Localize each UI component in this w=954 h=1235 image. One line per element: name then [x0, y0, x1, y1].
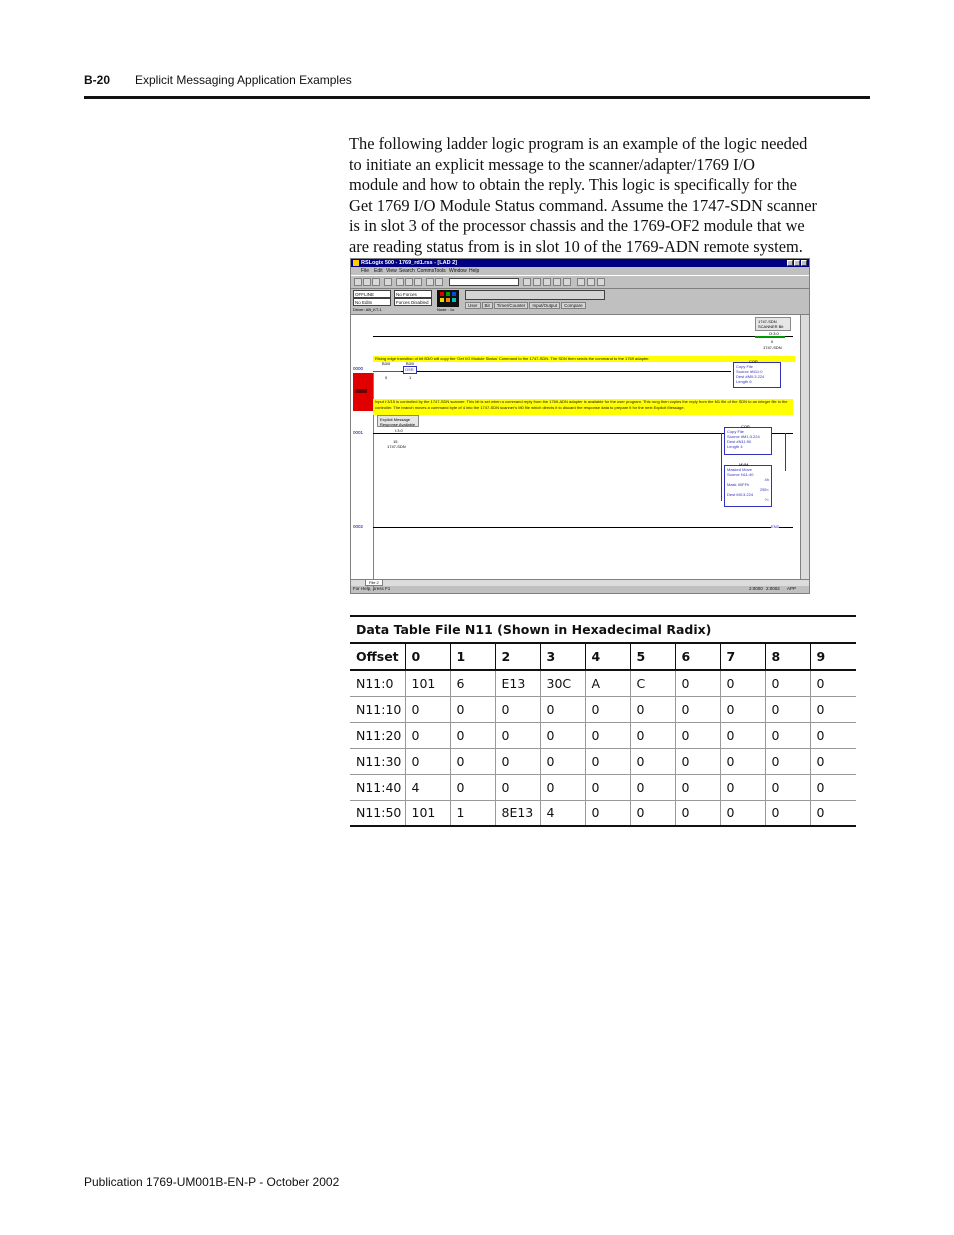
cell-value: 0	[630, 774, 675, 800]
status-app: APP	[787, 586, 797, 591]
redo-icon[interactable]	[435, 278, 443, 286]
rslogix-screenshot	[350, 258, 810, 594]
tab-user[interactable]: User	[465, 302, 481, 309]
table-row	[350, 748, 856, 774]
paragraph-line: are reading status from is in slot 10 of the 1769-ADN remote system.	[349, 236, 803, 256]
column-header: 1	[450, 643, 495, 670]
cell-value: 0	[765, 670, 810, 696]
open-icon[interactable]	[363, 278, 371, 286]
menu-bar	[351, 267, 809, 275]
cell-value: 0	[765, 748, 810, 774]
cell-value: 0	[495, 748, 540, 774]
rung-3-wire	[373, 527, 793, 528]
cut-icon[interactable]	[396, 278, 404, 286]
cell-value: 0	[585, 722, 630, 748]
cell-value: 0	[630, 748, 675, 774]
section-title: Explicit Messaging Application Examples	[135, 73, 352, 87]
cell-value: 0	[585, 774, 630, 800]
node-label: Node : 1o	[437, 307, 455, 312]
rung-0-output	[755, 336, 785, 338]
verify-project-icon[interactable]	[543, 278, 551, 286]
branch-right	[785, 433, 786, 471]
cell-value: 0	[405, 748, 450, 774]
zoom-icon[interactable]	[553, 278, 561, 286]
file-tab[interactable]: File 2	[365, 579, 383, 586]
paragraph-line: The following ladder logic program is an example of the logic needed	[349, 134, 808, 153]
column-header: 6	[675, 643, 720, 670]
search-combo[interactable]	[449, 278, 519, 286]
online-status-panel	[351, 288, 809, 315]
verify-file-icon[interactable]	[533, 278, 541, 286]
mvm-title: MVM	[739, 462, 749, 467]
cell-value: 0	[585, 696, 630, 722]
status-addr-2: 2:0002	[766, 586, 780, 591]
cell-value: 0	[810, 670, 856, 696]
cell-value: 30C	[540, 670, 585, 696]
cell-value: 0	[630, 722, 675, 748]
cell-value: 0	[675, 696, 720, 722]
cell-value: 0	[630, 696, 675, 722]
cell-value: 0	[675, 670, 720, 696]
cop-title: COP	[749, 359, 758, 364]
cop-instruction[interactable]: Copy File Source #N11:0 Dest #M0:3.224 Length 6	[733, 362, 781, 388]
mode-box: OFFLINE	[353, 290, 391, 298]
cell-value: 0	[450, 696, 495, 722]
mvm-instruction[interactable]: Masked Move Source N11:40 4h Mask 00FFh 255< Dest M0:3.224 ?<	[724, 465, 772, 507]
rung-number: 0002	[353, 524, 364, 529]
table-row	[350, 696, 856, 722]
row-offset: N11:0	[350, 670, 405, 696]
tab-timer-counter[interactable]: Timer/Counter	[494, 302, 529, 309]
osr-box: OSR	[403, 366, 417, 374]
cell-value: 0	[720, 670, 765, 696]
app-icon	[353, 260, 359, 266]
forces-enabled-box: Forces Disabled	[394, 298, 432, 306]
cell-value: 0	[810, 748, 856, 774]
cell-value: 0	[765, 722, 810, 748]
cell-value: 0	[495, 722, 540, 748]
driver-label: Driver: AB_KT-1	[353, 307, 382, 312]
cell-value: 101	[405, 670, 450, 696]
menu-file[interactable]: File	[361, 268, 370, 274]
tab-compare[interactable]: Compare	[561, 302, 586, 309]
cell-value: 0	[405, 696, 450, 722]
cell-value: 0	[675, 748, 720, 774]
cell-value: 0	[810, 800, 856, 826]
paragraph-line: Get 1769 I/O Module Status command. Assume the 1747-SDN scanner	[349, 195, 817, 215]
cell-value: 8E13	[495, 800, 540, 826]
column-header: 2	[495, 643, 540, 670]
cell-value: 4	[540, 800, 585, 826]
osr-addr: B3/0	[406, 361, 415, 366]
menu-window[interactable]: Window	[449, 268, 467, 274]
cell-value: 0	[765, 800, 810, 826]
menu-tools[interactable]: Tools	[434, 268, 446, 274]
menu-edit[interactable]: Edit	[374, 268, 383, 274]
cell-value: 0	[540, 696, 585, 722]
save-icon[interactable]	[372, 278, 380, 286]
project-tree-marker	[353, 373, 373, 411]
rung-0-bit: 0	[771, 339, 774, 344]
about-icon[interactable]	[597, 278, 605, 286]
contact-addr: B3/0	[382, 361, 391, 366]
minimize-icon[interactable]	[787, 260, 793, 266]
cell-value: 0	[495, 696, 540, 722]
rung-1-wire	[401, 371, 731, 372]
cell-value: 101	[405, 800, 450, 826]
print-icon[interactable]	[384, 278, 392, 286]
vertical-scrollbar[interactable]	[800, 315, 809, 579]
cell-value: 4	[405, 774, 450, 800]
rung-0-label: 1747-SDN	[763, 345, 782, 350]
cell-value: C	[630, 670, 675, 696]
cell-value: 0	[450, 774, 495, 800]
status-help: For Help, press F1	[353, 586, 391, 591]
cell-value: 0	[810, 722, 856, 748]
cell-value: 0	[720, 696, 765, 722]
instruction-tabs	[465, 302, 587, 309]
tab-input-output[interactable]: Input/Output	[529, 302, 560, 309]
cell-value: A	[585, 670, 630, 696]
new-icon[interactable]	[354, 278, 362, 286]
cell-value: 0	[585, 748, 630, 774]
page-footer: Publication 1769-UM001B-EN-P - October 2002	[84, 1175, 340, 1189]
row-offset: N11:30	[350, 748, 405, 774]
cell-value: 0	[630, 800, 675, 826]
cell-value: 6	[450, 670, 495, 696]
xic-label: 1747-SDN	[387, 444, 406, 449]
column-header: Offset	[350, 643, 405, 670]
column-header: 0	[405, 643, 450, 670]
cell-value: 0	[495, 774, 540, 800]
verify-icon[interactable]	[523, 278, 531, 286]
context-help-icon[interactable]	[587, 278, 595, 286]
cop-title-2: COP	[741, 424, 750, 429]
help-icon[interactable]	[577, 278, 585, 286]
rung-1-comment: Rising edge transition of bit B3/0 will copy the 'Get I/O Module Status' Command to the 1747-SDN. The SDN then sends the command to the 1769 adapter.	[373, 356, 795, 362]
column-header: 8	[765, 643, 810, 670]
rung-0-addr: O:3.0	[769, 331, 779, 336]
table-body	[350, 670, 856, 826]
cell-value: 0	[450, 722, 495, 748]
column-header: 7	[720, 643, 765, 670]
table-row	[350, 774, 856, 800]
cell-value: 0	[720, 800, 765, 826]
cell-value: 0	[450, 748, 495, 774]
paragraph-line: is in slot 3 of the processor chassis and the 1769-OF2 module that we	[349, 216, 805, 235]
column-header: 5	[630, 643, 675, 670]
cell-value: 0	[675, 722, 720, 748]
window-titlebar	[351, 259, 809, 267]
window-icon[interactable]	[563, 278, 571, 286]
rung-number: 0000	[353, 366, 364, 371]
osr-bit: 1	[409, 375, 412, 380]
branch-left	[721, 433, 722, 501]
cell-value: 0	[720, 774, 765, 800]
cell-value: 1	[450, 800, 495, 826]
cell-value: 0	[720, 748, 765, 774]
instruction-palette-icon[interactable]	[437, 290, 459, 307]
paragraph-line: to initiate an explicit message to the scanner/adapter/1769 I/O	[349, 154, 755, 174]
toolbar	[351, 275, 809, 289]
close-icon[interactable]	[801, 260, 807, 266]
copy-icon[interactable]	[405, 278, 413, 286]
cell-value: E13	[495, 670, 540, 696]
contact-bit: 0	[385, 375, 388, 380]
status-bar	[351, 585, 809, 593]
cell-value: 0	[540, 774, 585, 800]
rung-0-wire	[373, 336, 793, 337]
row-offset: N11:50	[350, 800, 405, 826]
table-row	[350, 800, 856, 826]
menu-comms[interactable]: Comms	[417, 268, 435, 274]
n11-data-table	[350, 615, 856, 827]
undo-icon[interactable]	[426, 278, 434, 286]
xic-addr: I:3.0	[395, 428, 403, 433]
cell-value: 0	[765, 774, 810, 800]
cell-value: 0	[540, 748, 585, 774]
cell-value: 0	[810, 696, 856, 722]
cop-instruction-2[interactable]: Copy File Source #M1:3.224 Dest #N11:50 Length 4	[724, 427, 772, 455]
rung-number: 0001	[353, 430, 364, 435]
table-header-row	[350, 643, 856, 670]
table-row	[350, 670, 856, 696]
rung-1-wire	[373, 371, 401, 372]
paste-icon[interactable]	[414, 278, 422, 286]
status-addr-1: 2:0000	[749, 586, 763, 591]
ladder-editor[interactable]	[351, 315, 800, 579]
cell-value: 0	[675, 774, 720, 800]
forces-box: No Forces	[394, 290, 432, 298]
column-header: 4	[585, 643, 630, 670]
window-title: RSLogix 500 - 1769_rd1.rss - [LAD 2]	[361, 260, 457, 266]
row-offset: N11:20	[350, 722, 405, 748]
menu-help[interactable]: Help	[469, 268, 480, 274]
cell-value: 0	[675, 800, 720, 826]
header-rule	[84, 96, 870, 99]
edits-box: No Edits	[353, 298, 391, 306]
row-offset: N11:40	[350, 774, 405, 800]
row-offset: N11:10	[350, 696, 405, 722]
end-label: END	[771, 524, 780, 529]
rung-0-output-label: 1747-SDN SCANNER Bit	[755, 317, 791, 331]
cell-value: 0	[405, 722, 450, 748]
table-row	[350, 722, 856, 748]
cell-value: 0	[810, 774, 856, 800]
xic-bit: 15	[393, 439, 398, 444]
cell-value: 0	[765, 696, 810, 722]
column-header: 3	[540, 643, 585, 670]
cell-value: 0	[540, 722, 585, 748]
intro-paragraph	[349, 134, 869, 257]
paragraph-line: module and how to obtain the reply. This logic is specifically for the	[349, 175, 797, 194]
menu-view[interactable]: View	[386, 268, 397, 274]
cell-value: 0	[720, 722, 765, 748]
table-caption: Data Table File N11 (Shown in Hexadecimal Radix)	[350, 616, 856, 643]
column-header: 9	[810, 643, 856, 670]
rung-2-caption: Explicit Message Response Available	[377, 415, 419, 427]
tab-bit[interactable]: Bit	[482, 302, 493, 309]
rung-2-comment: Input I:3/15 is controlled by the 1747-SDN scanner. This bit is set when a command reply from the 1769-ADN adapter is available for the user program. This rung then copies the reply from the M1 file of the SDN to an integer file in the controller. The branch moves a command byte of 4 into the 1747-SDN scanner's M0 file which directs it to discard the response data to prepare it for the next Explicit Message.	[373, 399, 793, 415]
menu-search[interactable]: Search	[399, 268, 415, 274]
page-number: B-20	[84, 73, 111, 87]
cell-value: 0	[585, 800, 630, 826]
maximize-icon[interactable]	[794, 260, 800, 266]
instruction-toolbar[interactable]	[465, 290, 605, 300]
